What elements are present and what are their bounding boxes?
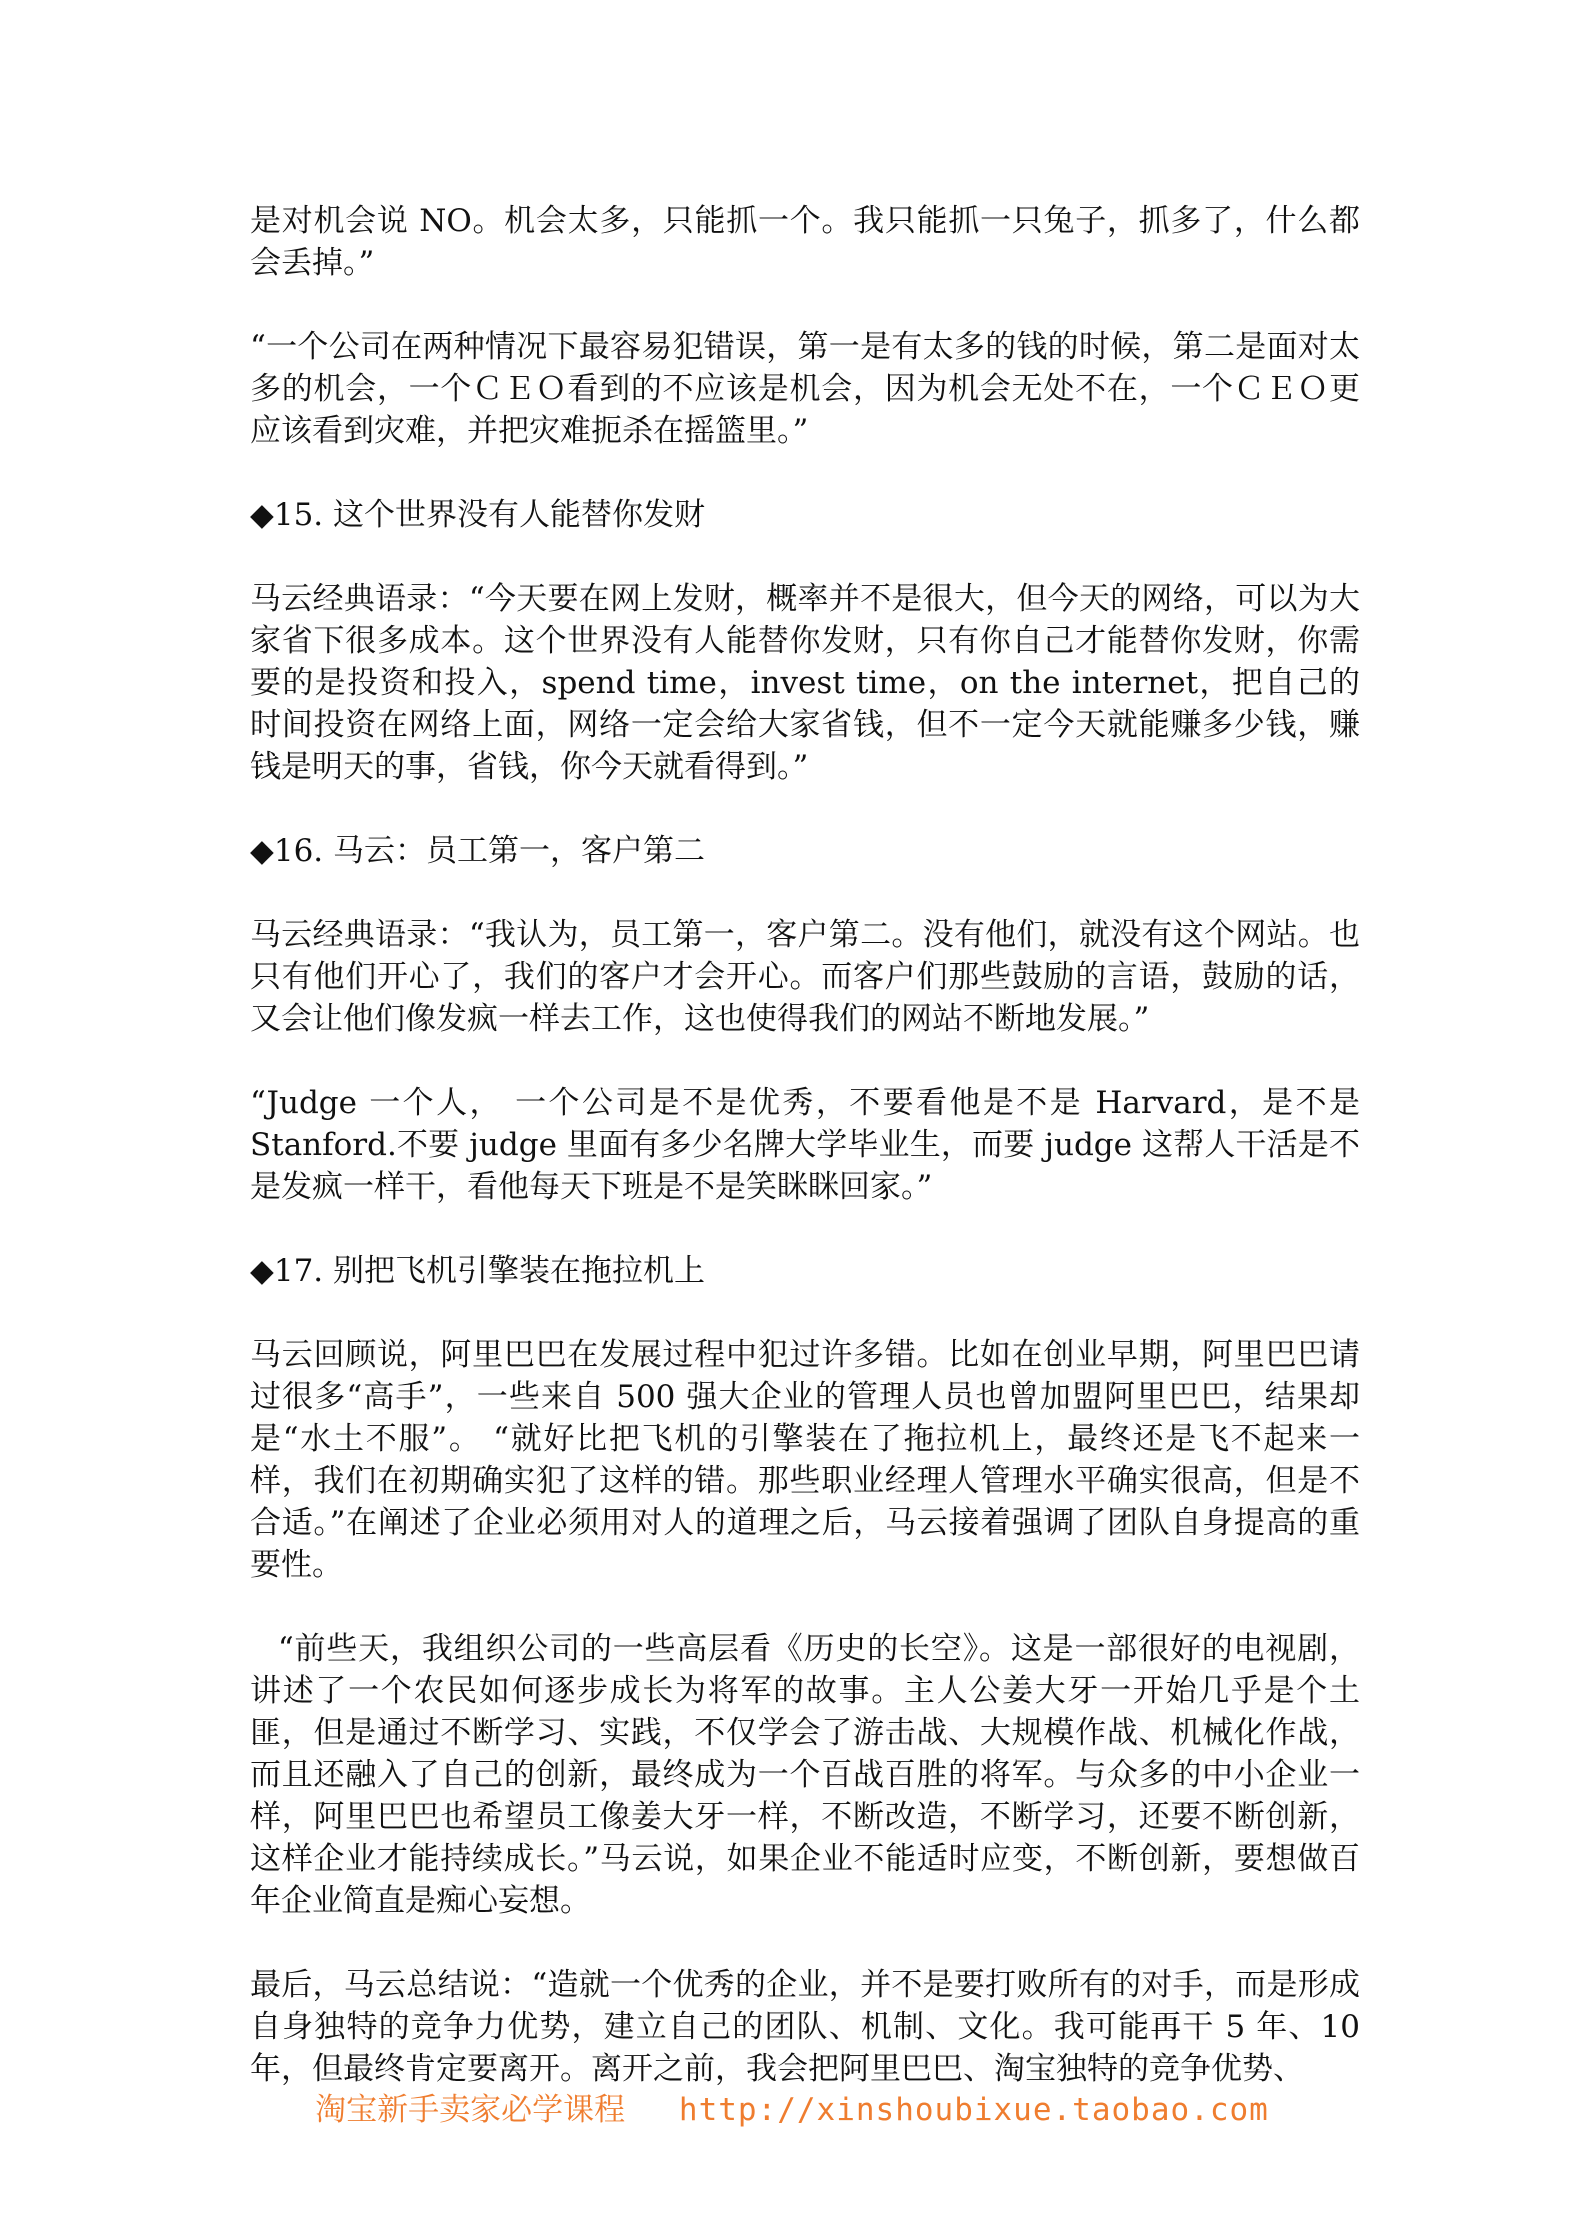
section-heading-16: ◆16. 马云：员工第一，客户第二	[250, 833, 705, 869]
paragraph-1: 是对机会说 NO。机会太多，只能抓一个。我只能抓一只兔子，抓多了，什么都会丢掉。”	[250, 203, 1360, 281]
footer-course-title: 淘宝新手卖家必学课程	[315, 2092, 626, 2128]
paragraph-8: 最后，马云总结说：“造就一个优秀的企业，并不是要打败所有的对手，而是形成自身独特的竞争力优势，建立自己的团队、机制、文化。我可能再干 5 年、10 年，但最终肯定要离开。离开之前，我会把阿里巴巴、淘宝独特的竞争优势、	[250, 1967, 1360, 2087]
paragraph-6: 马云回顾说，阿里巴巴在发展过程中犯过许多错。比如在创业早期，阿里巴巴请过很多“高手”，一些来自 500 强大企业的管理人员也曾加盟阿里巴巴，结果却是“水土不服”。 “就好比把飞机的引擎装在了拖拉机上，最终还是飞不起来一样，我们在初期确实犯了这样的错。那些职业经理人管理水平确实很高，但是不合适。”在阐述了企业必须用对人的道理之后，马云接着强调了团队自身提高的重要性。	[250, 1337, 1360, 1583]
page-footer	[0, 2090, 1584, 2130]
paragraph-3: 马云经典语录：“今天要在网上发财，概率并不是很大，但今天的网络，可以为大家省下很多成本。这个世界没有人能替你发财，只有你自己才能替你发财，你需要的是投资和投入，spend time，invest time，on the internet，把自己的时间投资在网络上面，网络一定会给大家省钱，但不一定今天就能赚多少钱，赚钱是明天的事，省钱，你今天就看得到。”	[250, 581, 1360, 785]
paragraph-2: “一个公司在两种情况下最容易犯错误，第一是有太多的钱的时候，第二是面对太多的机会，一个ＣＥＯ看到的不应该是机会，因为机会无处不在，一个ＣＥＯ更应该看到灾难，并把灾难扼杀在摇篮里。”	[250, 329, 1360, 449]
paragraph-7: “前些天，我组织公司的一些高层看《历史的长空》。这是一部很好的电视剧，讲述了一个农民如何逐步成长为将军的故事。主人公姜大牙一开始几乎是个土匪，但是通过不断学习、实践，不仅学会了游击战、大规模作战、机械化作战，而且还融入了自己的创新，最终成为一个百战百胜的将军。与众多的中小企业一样，阿里巴巴也希望员工像姜大牙一样，不断改造，不断学习，还要不断创新，这样企业才能持续成长。”马云说，如果企业不能适时应变，不断创新，要想做百年企业简直是痴心妄想。	[250, 1631, 1360, 1919]
footer-url-link[interactable]: http://xinshoubixue.taobao.com	[678, 2092, 1269, 2128]
section-heading-17: ◆17. 别把飞机引擎装在拖拉机上	[250, 1253, 705, 1289]
document-body	[250, 200, 1360, 2132]
section-heading-15: ◆15. 这个世界没有人能替你发财	[250, 497, 705, 533]
paragraph-4: 马云经典语录：“我认为，员工第一，客户第二。没有他们，就没有这个网站。也只有他们开心了，我们的客户才会开心。而客户们那些鼓励的言语，鼓励的话，又会让他们像发疯一样去工作，这也使得我们的网站不断地发展。”	[250, 917, 1360, 1037]
paragraph-5: “Judge 一个人， 一个公司是不是优秀，不要看他是不是 Harvard，是不是 Stanford.不要 judge 里面有多少名牌大学毕业生，而要 judge 这帮人干活是不是发疯一样干，看他每天下班是不是笑眯眯回家。”	[250, 1085, 1360, 1205]
